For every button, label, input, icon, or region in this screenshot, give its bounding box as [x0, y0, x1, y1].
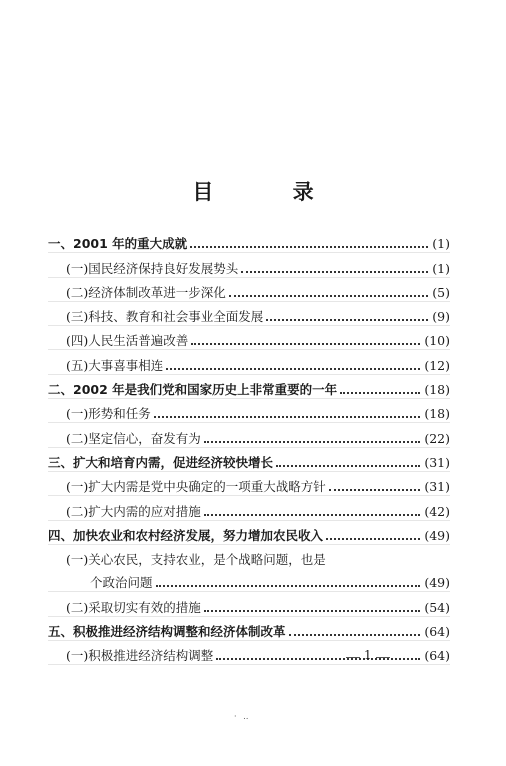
- toc-entry-label: (二)经济体制改革进一步深化: [66, 284, 226, 300]
- toc-entry: [48, 278, 450, 302]
- toc-entry-label: 四、加快农业和农村经济发展，努力增加农民收入: [48, 527, 324, 543]
- dot-leader: [229, 295, 429, 297]
- toc-entry: [48, 641, 450, 665]
- dot-leader: [326, 538, 420, 540]
- toc-entry-page: (18): [424, 382, 450, 398]
- toc-entry-label: 个政治问题: [90, 575, 153, 591]
- toc-entry-page: (31): [424, 479, 450, 495]
- table-of-contents: [48, 229, 450, 665]
- toc-entry-label: (一)国民经济保持良好发展势头: [66, 260, 239, 276]
- toc-entry-page: (22): [424, 430, 450, 446]
- toc-entry: [48, 617, 450, 641]
- dot-leader: [241, 271, 428, 273]
- toc-entry-page: (64): [424, 624, 450, 640]
- toc-entry-label: (一)关心农民，支持农业，是个战略问题，也是: [66, 552, 326, 568]
- dot-leader: [329, 489, 421, 491]
- toc-entry-label: (四)人民生活普遍改善: [66, 333, 189, 349]
- dot-leader: [340, 392, 420, 394]
- folio-dash-left: [346, 657, 360, 658]
- toc-entry: [48, 350, 450, 374]
- toc-entry: [48, 592, 450, 616]
- toc-entry-page: (54): [424, 599, 450, 615]
- toc-entry-label: 三、扩大和培育内需，促进经济较快增长: [48, 454, 274, 470]
- dot-leader: [276, 465, 420, 467]
- dot-leader: [191, 343, 420, 345]
- toc-entry-page: (5): [432, 284, 450, 300]
- toc-entry: [48, 521, 450, 545]
- toc-entry: [48, 496, 450, 520]
- dot-leader: [204, 610, 421, 612]
- toc-entry: [48, 375, 450, 399]
- toc-entry-label: (一)积极推进经济结构调整: [66, 648, 214, 664]
- toc-entry-page: (64): [424, 648, 450, 664]
- dot-leader: [156, 585, 421, 587]
- page-title: 目 录: [192, 180, 350, 204]
- dot-leader: [154, 416, 421, 418]
- page-number: 1: [364, 648, 372, 662]
- toc-entry: [48, 229, 450, 253]
- toc-entry-label: (一)形势和任务: [66, 406, 151, 422]
- toc-entry: [48, 448, 450, 472]
- toc-entry: [48, 399, 450, 423]
- toc-entry: [48, 253, 450, 277]
- toc-entry: [48, 423, 450, 447]
- toc-entry-page: (1): [432, 260, 450, 276]
- toc-entry-label: 五、积极推进经济结构调整和经济体制改革: [48, 624, 286, 640]
- toc-entry-label: 二、2002 年是我们党和国家历史上非常重要的一年: [48, 382, 338, 398]
- toc-entry-page: (12): [424, 357, 450, 373]
- toc-entry-page: (42): [424, 503, 450, 519]
- folio-dash-right: [376, 657, 390, 658]
- toc-entry-label: 一、2001 年的重大成就: [48, 236, 188, 252]
- toc-entry-page: (18): [424, 406, 450, 422]
- toc-entry-label: (三)科技、教育和社会事业全面发展: [66, 309, 264, 325]
- dot-leader: [204, 441, 421, 443]
- dot-leader: [216, 658, 420, 660]
- dot-leader: [204, 514, 421, 516]
- toc-entry: [48, 326, 450, 350]
- toc-entry-page: (31): [424, 454, 450, 470]
- scan-specks: · ‥: [234, 712, 251, 721]
- toc-entry: [48, 472, 450, 496]
- dot-leader: [266, 319, 428, 321]
- toc-entry: [48, 302, 450, 326]
- toc-entry-label: (二)扩大内需的应对措施: [66, 503, 201, 519]
- toc-entry-page: (49): [424, 527, 450, 543]
- toc-entry: [48, 545, 450, 568]
- dot-leader: [166, 368, 420, 370]
- toc-entry-label: (二)采取切实有效的措施: [66, 599, 201, 615]
- toc-entry-page: (9): [432, 309, 450, 325]
- dot-leader: [190, 246, 428, 248]
- toc-entry-page: (1): [432, 236, 450, 252]
- toc-entry-label: (一)扩大内需是党中央确定的一项重大战略方针: [66, 479, 326, 495]
- toc-entry-page: (10): [424, 333, 450, 349]
- toc-entry-continuation: [48, 568, 450, 592]
- toc-entry-label: (二)坚定信心，奋发有为: [66, 430, 201, 446]
- toc-entry-label: (五)大事喜事相连: [66, 357, 164, 373]
- toc-entry-page: (49): [424, 575, 450, 591]
- dot-leader: [289, 634, 421, 636]
